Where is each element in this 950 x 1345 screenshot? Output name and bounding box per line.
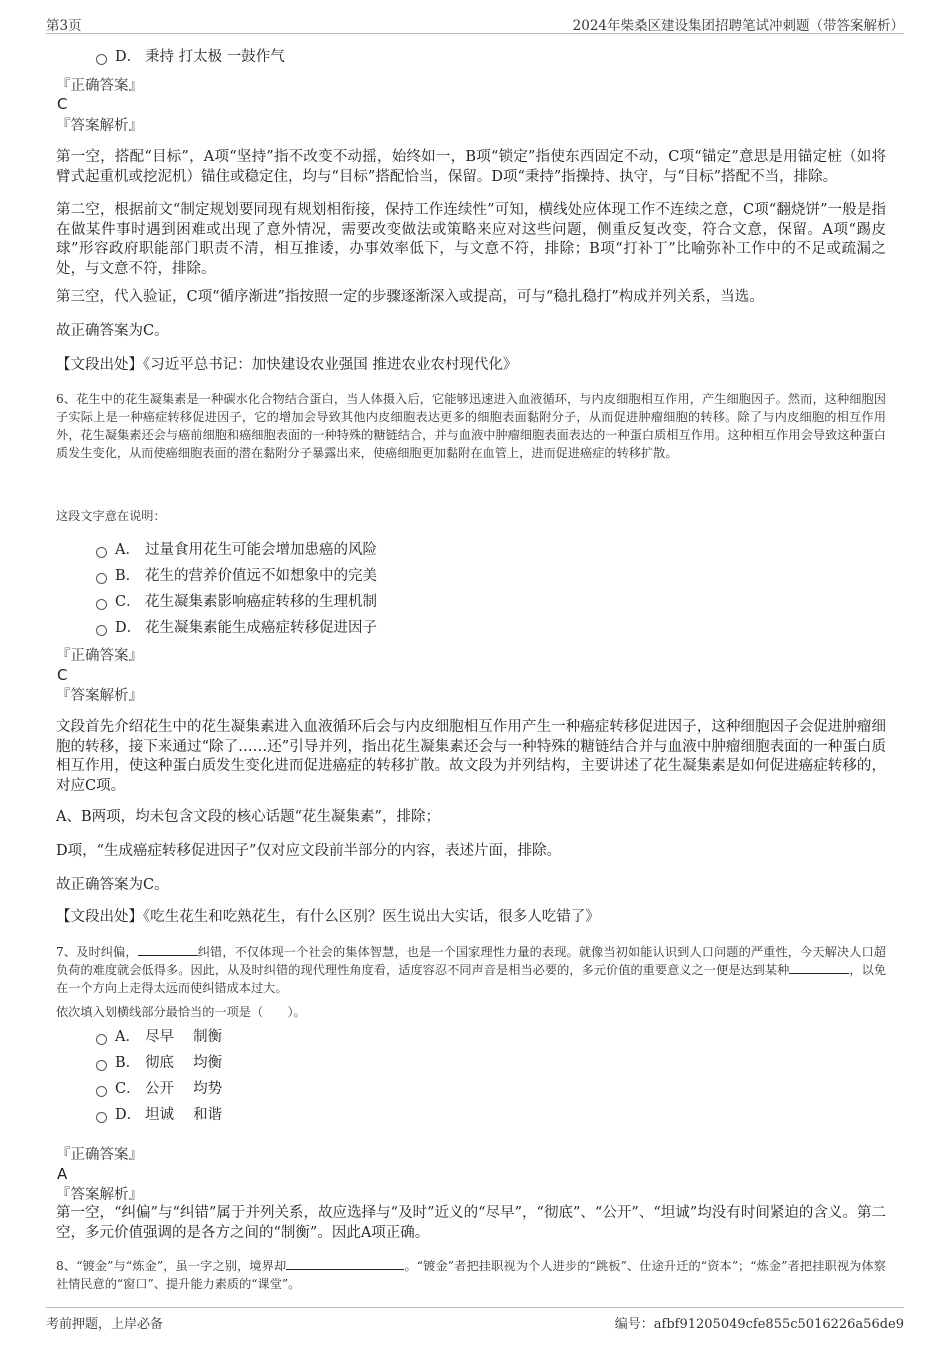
blank-1 — [138, 943, 198, 956]
document-title: 2024年柴桑区建设集团招聘笔试冲刺题（带答案解析） — [572, 18, 904, 34]
answer-label: 『正确答案』 — [56, 648, 143, 664]
footer-divider — [46, 1307, 904, 1308]
radio-icon[interactable] — [96, 54, 107, 65]
q6-stem: 6、花生中的花生凝集素是一种碳水化合物结合蛋白，当人体摄入后，它能够迅速进入血液循环，与内皮细胞相互作用，产生细胞因子。然而，这种细胞因子实际上是一种癌症转移促进因子，它的增加会导致其他内皮细胞表达更多的细胞表面黏附分子，从而促进肿瘤细胞的转移。除了与内皮细胞的相互作用外，花生凝集素还会与癌前细胞和癌细胞表面的一种特殊的糖链结合，并与血液中肿瘤细胞表面表达的一种蛋白质相互作用。这种相互作用会导致这种蛋白质发生变化，从而使癌细胞表面的潜在黏附分子暴露出来，使癌细胞更加黏附在血管上，进而促进癌症的转移扩散。 — [56, 392, 886, 460]
q7-option-d[interactable]: D． 坦诚 和谐 — [96, 1105, 222, 1125]
q6-option-d[interactable]: D． 花生凝集素能生成癌症转移促进因子 — [96, 618, 377, 638]
radio-icon[interactable] — [96, 1112, 107, 1123]
analysis-label: 『答案解析』 — [56, 118, 143, 134]
answer-label: 『正确答案』 — [56, 78, 143, 94]
q5-analysis-3: 第三空，代入验证，C项“循序渐进”指按照一定的步骤逐渐深入或提高，可与“稳扎稳打”构成并列关系，当选。 — [56, 289, 764, 305]
blank-2 — [789, 961, 849, 974]
answer-label: 『正确答案』 — [56, 1147, 143, 1163]
q7-prompt: 依次填入划横线部分最恰当的一项是（ ）。 — [56, 1005, 306, 1019]
q7-stem: 7、及时纠偏， 纠错，不仅体现一个社会的集体智慧，也是一个国家理性力量的表现。就像当初如能认识到人口问题的严重性，今天解决人口超负荷的难度就会低得多。因此，从及时纠错的现代理性角度看，适度容忍不同声音是相当必要的，多元价值的重要意义之一便是达到某种 ，以免在一个方向上走得太远而使纠错成本过大。 — [56, 945, 887, 995]
q6-answer: C — [57, 666, 68, 684]
q5-source: 【文段出处】《习近平总书记：加快建设农业强国 推进农业农村现代化》 — [56, 357, 518, 373]
q7-option-a[interactable]: A． 尽早 制衡 — [96, 1027, 222, 1047]
q6-source: 【文段出处】《吃生花生和吃熟花生，有什么区别？医生说出大实话，很多人吃错了》 — [56, 909, 600, 925]
radio-icon[interactable] — [96, 547, 107, 558]
radio-icon[interactable] — [96, 625, 107, 636]
header-divider — [46, 33, 904, 34]
q7-option-b[interactable]: B． 彻底 均衡 — [96, 1053, 222, 1073]
document-id: 编号：afbf91205049cfe855c5016226a56de9 — [614, 1317, 904, 1332]
q7-analysis: 第一空，“纠偏”与“纠错”属于并列关系，故应选择与“及时”近义的“尽早”，“彻底”、“公开”、“坦诚”均没有时间紧迫的含义。第二空，多元价值强调的是各方之间的“制衡”。因此A项正确。 — [56, 1205, 886, 1241]
radio-icon[interactable] — [96, 573, 107, 584]
q6-analysis-1: 文段首先介绍花生中的花生凝集素进入血液循环后会与内皮细胞相互作用产生一种癌症转移促进因子，这种细胞因子会促进肿瘤细胞的转移，接下来通过“除了……还”引导并列，指出花生凝集素还会与一种特殊的糖链结合并与血液中肿瘤细胞表面的一种蛋白质相互作用，使这种蛋白质发生变化进而促进癌症的转移扩散。故文段为并列结构，主要讲述了花生凝集素是如何促进癌症转移的，对应C项。 — [56, 719, 886, 794]
q6-option-b[interactable]: B． 花生的营养价值远不如想象中的完美 — [96, 566, 377, 586]
radio-icon[interactable] — [96, 1060, 107, 1071]
q5-conclusion: 故正确答案为C。 — [56, 323, 169, 339]
q7-option-c[interactable]: C． 公开 均势 — [96, 1079, 222, 1099]
q5-option-d[interactable]: D． 秉持 打太极 一鼓作气 — [96, 47, 285, 67]
footer-slogan: 考前押题，上岸必备 — [46, 1317, 164, 1332]
radio-icon[interactable] — [96, 1034, 107, 1045]
q6-conclusion: 故正确答案为C。 — [56, 877, 169, 893]
q6-prompt: 这段文字意在说明： — [56, 509, 166, 523]
q7-answer: A — [57, 1165, 68, 1183]
q5-analysis-1: 第一空，搭配“目标”，A项“坚持”指不改变不动摇，始终如一，B项“锁定”指使东西固定不动，C项“锚定”意思是用锚定桩（如将臂式起重机或挖泥机）锚住或稳定住，均与“目标”搭配恰当，保留。D项“秉持”指操持、执守，与“目标”搭配不当，排除。 — [56, 149, 886, 185]
q6-option-a[interactable]: A． 过量食用花生可能会增加患癌的风险 — [96, 540, 377, 560]
page-number: 第3页 — [46, 18, 82, 34]
analysis-label: 『答案解析』 — [56, 1187, 143, 1203]
analysis-label: 『答案解析』 — [56, 688, 143, 704]
q6-option-c[interactable]: C． 花生凝集素影响癌症转移的生理机制 — [96, 592, 377, 612]
q8-stem: 8、“镀金”与“炼金”，虽一字之别，境界却 。“镀金”者把挂职视为个人进步的“跳板”、仕途升迁的“资本”；“炼金”者把挂职视为体察社情民意的“窗口”、提升能力素质的“课堂”。 — [56, 1259, 886, 1291]
radio-icon[interactable] — [96, 1086, 107, 1097]
q5-answer: C — [57, 95, 68, 113]
blank — [286, 1257, 404, 1270]
q5-analysis-2: 第二空，根据前文“制定规划要同现有规划相衔接，保持工作连续性”可知，横线处应体现工作不连续之意，C项“翻烧饼”一般是指在做某件事时遇到困难或出现了意外情况，需要改变做法或策略来应对这些问题，侧重反复改变，符合文意，保留。A项“踢皮球”形容政府职能部门职责不清，相互推诿，办事效率低下，与文意不符，排除；B项“打补丁”比喻弥补工作中的不足或疏漏之处，与文意不符，排除。 — [56, 202, 886, 277]
radio-icon[interactable] — [96, 599, 107, 610]
q6-analysis-3: D项，“生成癌症转移促进因子”仅对应文段前半部分的内容，表述片面，排除。 — [56, 843, 561, 859]
q6-analysis-2: A、B两项，均未包含文段的核心话题“花生凝集素”，排除； — [56, 809, 440, 825]
